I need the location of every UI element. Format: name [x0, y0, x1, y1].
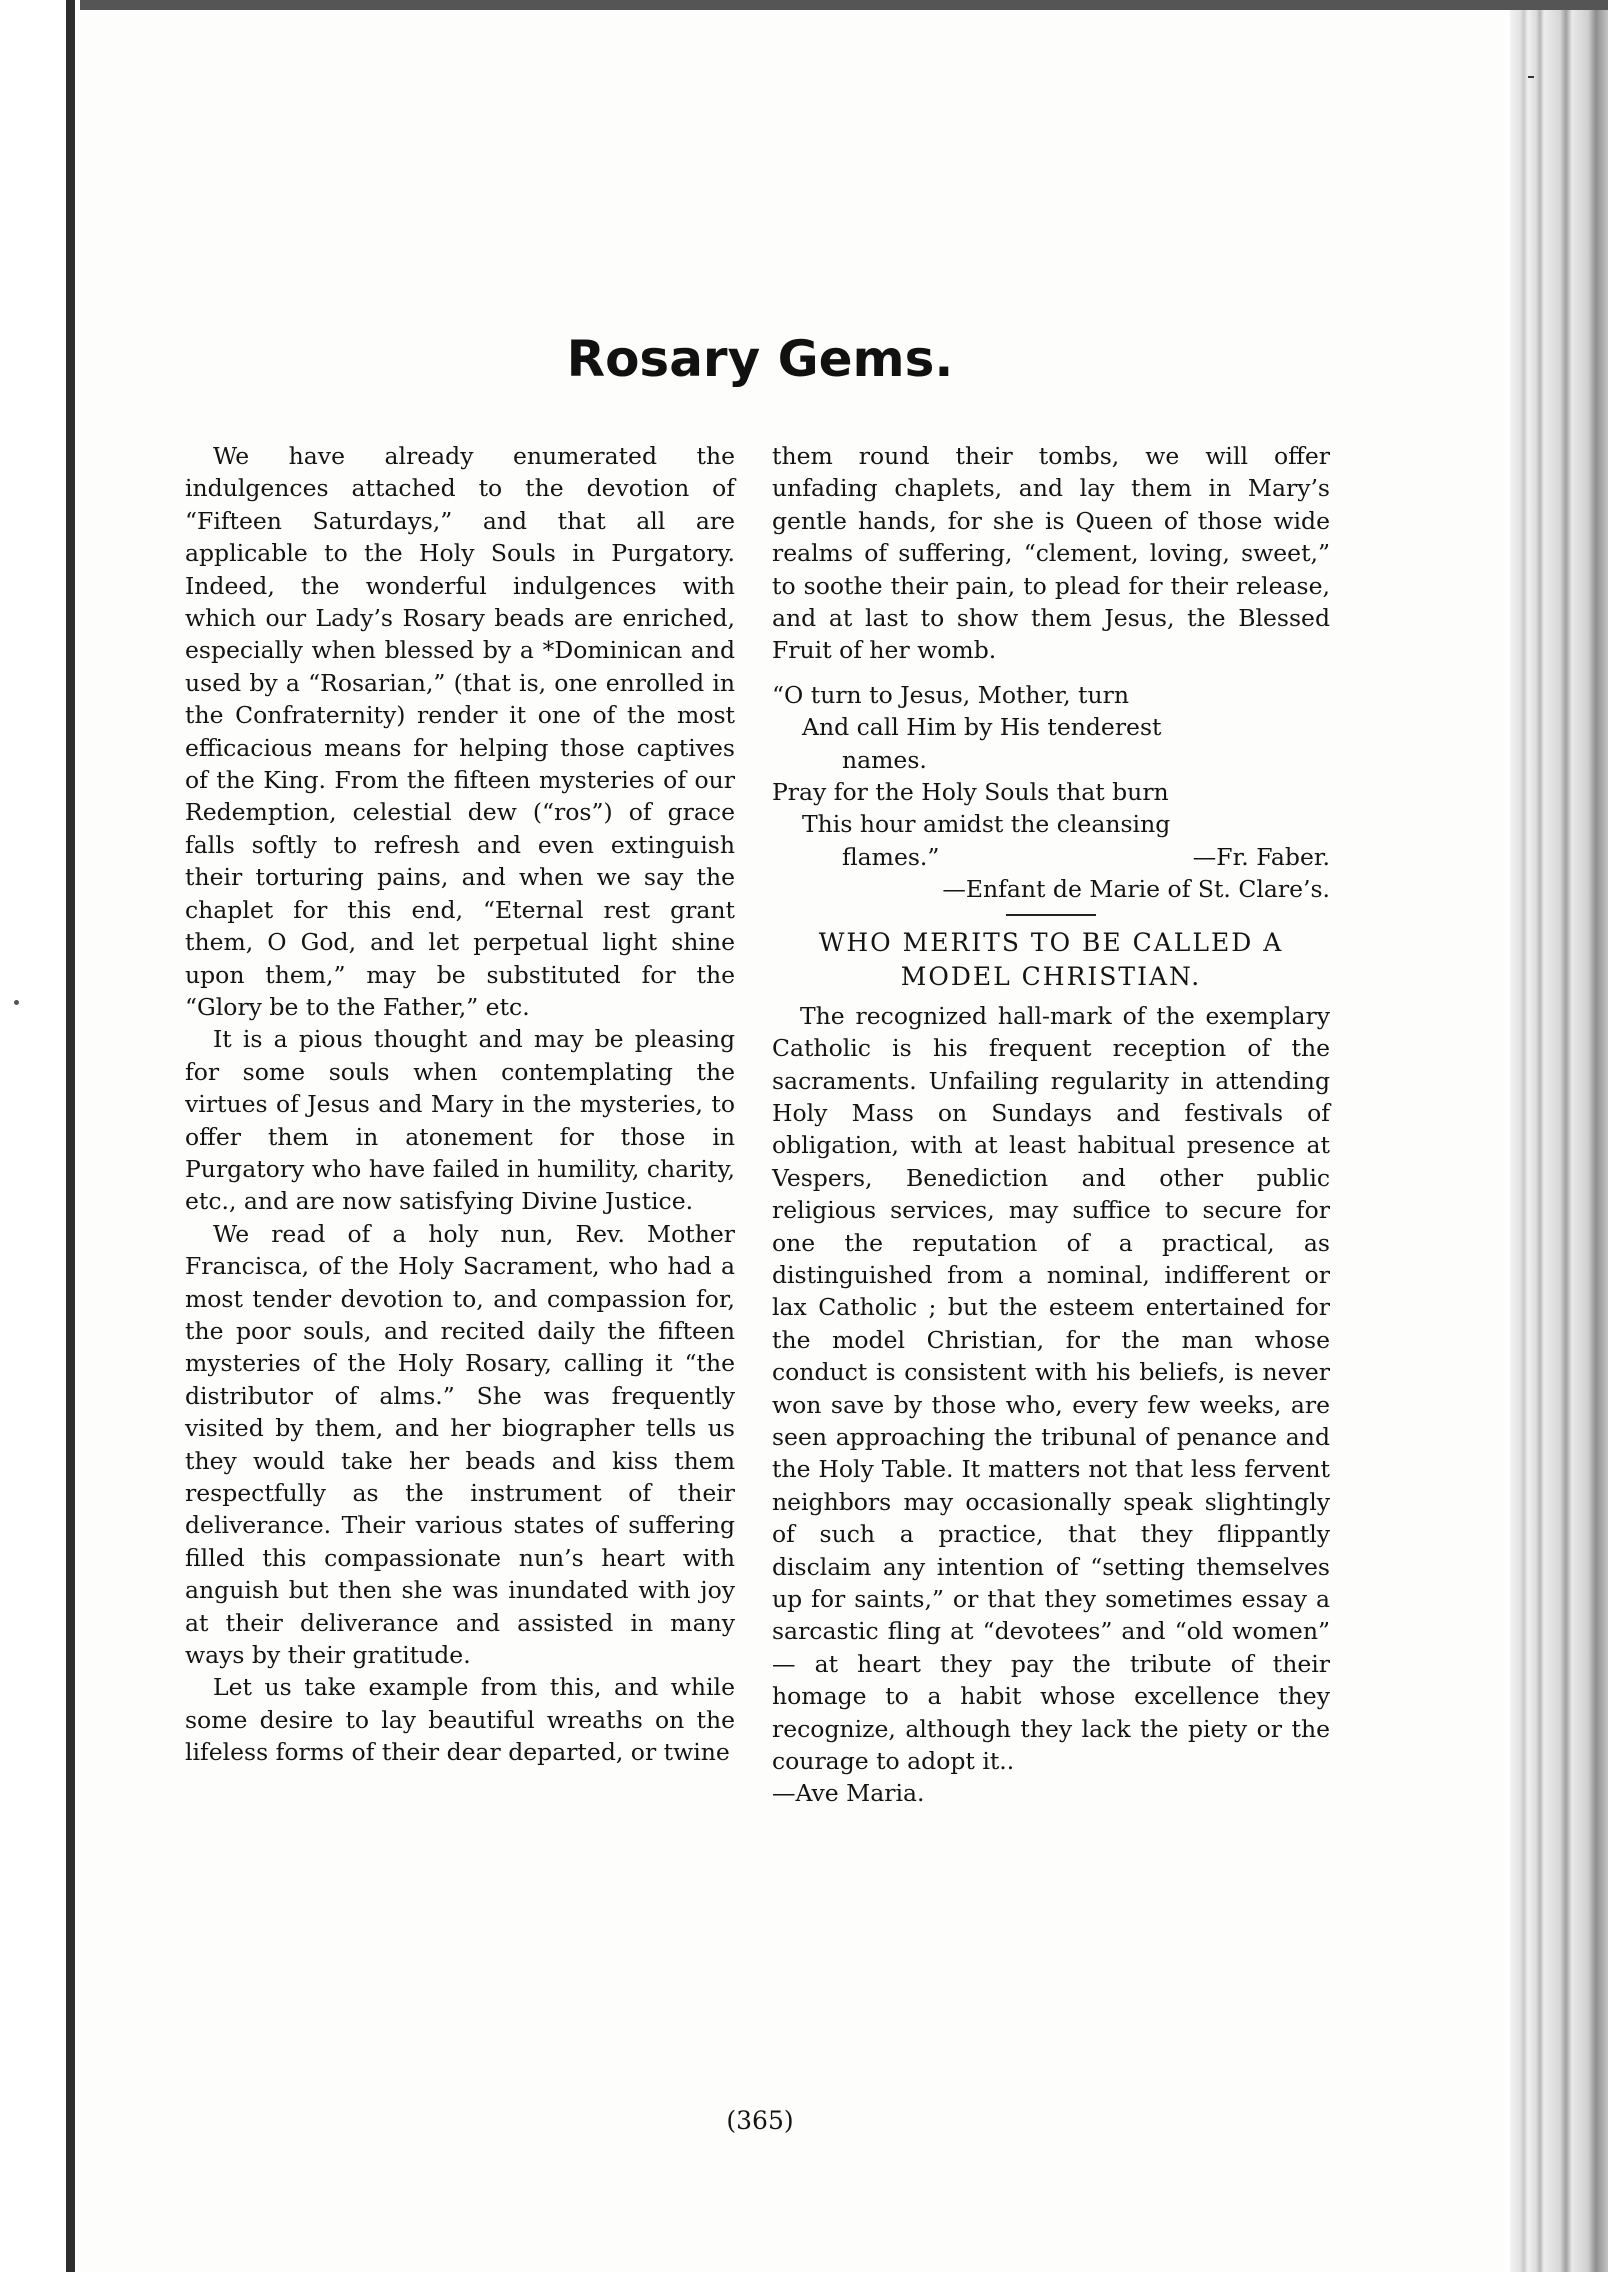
edge-mark — [1528, 76, 1534, 78]
right-column — [772, 440, 1330, 1810]
scan-top-border — [0, 0, 1608, 10]
contributor-signature: —Enfant de Marie of St. Clare’s. — [942, 875, 1330, 904]
poem-quote — [772, 679, 1330, 873]
poem-line: And call Him by His tenderest — [802, 713, 1162, 742]
article-title: Rosary Gems. — [566, 330, 954, 388]
section-heading: WHO MERITS TO BE CALLED A MODEL CHRISTIAN. — [818, 927, 1284, 991]
page-edges — [1510, 10, 1608, 2272]
paragraph: It is a pious thought and may be pleasing for some souls when contemplating the virtues of Jesus and Mary in the mysteries, to offer them in atonement for those in Purgatory who have failed in humility, charity, etc., and are now satisfying Divine Justice. — [185, 1025, 735, 1216]
poem-line: flames.” — [842, 842, 940, 871]
poem-line: Pray for the Holy Souls that burn — [772, 778, 1169, 807]
paragraph: Let us take example from this, and while some desire to lay beautiful wreaths on the lifeless forms of their dear departed, or twine — [185, 1673, 735, 1767]
poem-line: “O turn to Jesus, Mother, turn — [772, 680, 1129, 709]
continued-paragraph: them round their tombs, we will offer unfading chaplets, and lay them in Mary’s gentle hands, for she is Queen of those wide realms of suffering, “clement, loving, sweet,” to soothe their pain, to plead for their release, and at last to show them Jesus, the Blessed Fruit of her womb. — [772, 442, 1330, 665]
poem-line: This hour amidst the cleansing — [802, 810, 1171, 839]
paragraph: We have already enumerated the indulgences attached to the devotion of “Fifteen Saturdays,” and that all are applicable to the Holy Souls in Purgatory. Indeed, the wonderful indulgences with which our Lady’s Rosary beads are enriched, especially when blessed by a *Dominican and used by a “Rosarian,” (that is, one enrolled in the Confraternity) render it one of the most efficacious means for helping those captives of the King. From the fifteen mysteries of our Redemption, celestial dew (“ros”) of grace falls softly to refresh and even extinguish their torturing pains, and when we say the chaplet for this end, “Eternal rest grant them, O God, and let perpetual light shine upon them,” may be substituted for the “Glory be to the Father,” etc. — [185, 442, 735, 1021]
section-divider — [1006, 914, 1096, 916]
poem-line: names. — [842, 745, 927, 774]
scan-left-border — [0, 0, 80, 2272]
poem-attribution: —Fr. Faber. — [1192, 842, 1330, 871]
poem-line-with-attribution — [772, 841, 1330, 873]
margin-speck — [14, 1000, 19, 1005]
paragraph: The recognized hall-mark of the exemplary Catholic is his frequent reception of the sacraments. Unfailing regularity in attending Holy Mass on Sundays and festivals of obligation, with at least habitual presence at Vespers, Benediction and other public religious services, may suffice to secure for one the reputation of a practical, as distinguished from a nominal, indifferent or lax Catholic ; but the esteem entertained for the model Christian, for the man whose conduct is consistent with his beliefs, is never won save by those who, every few weeks, are seen approaching the tribunal of penance and the Holy Table. It matters not that less fervent neighbors may occasionally speak slightingly of such a practice, that they flippantly disclaim any intention of “setting themselves up for saints,” or that they sometimes essay a sarcastic fling at “devotees” and “old women” — at heart they pay the tribute of their homage to a habit whose excellence they recognize, although they lack the piety or the courage to adopt it.. — [772, 1001, 1330, 1776]
page-number: (365) — [726, 2106, 794, 2135]
source-credit: —Ave Maria. — [772, 1779, 925, 1808]
paragraph: We read of a holy nun, Rev. Mother Francisca, of the Holy Sacrament, who had a most tender devotion to, and compassion for, the poor souls, and recited daily the fifteen mysteries of the Holy Rosary, calling it “the distributor of alms.” She was frequently visited by them, and her biographer tells us they would take her beads and kiss them respectfully as the instrument of their deliverance. Their various states of suffering filled this compassionate nun’s heart with anguish but then she was inundated with joy at their deliverance and assisted in many ways by their gratitude. — [185, 1219, 735, 1670]
left-column — [185, 440, 735, 1769]
